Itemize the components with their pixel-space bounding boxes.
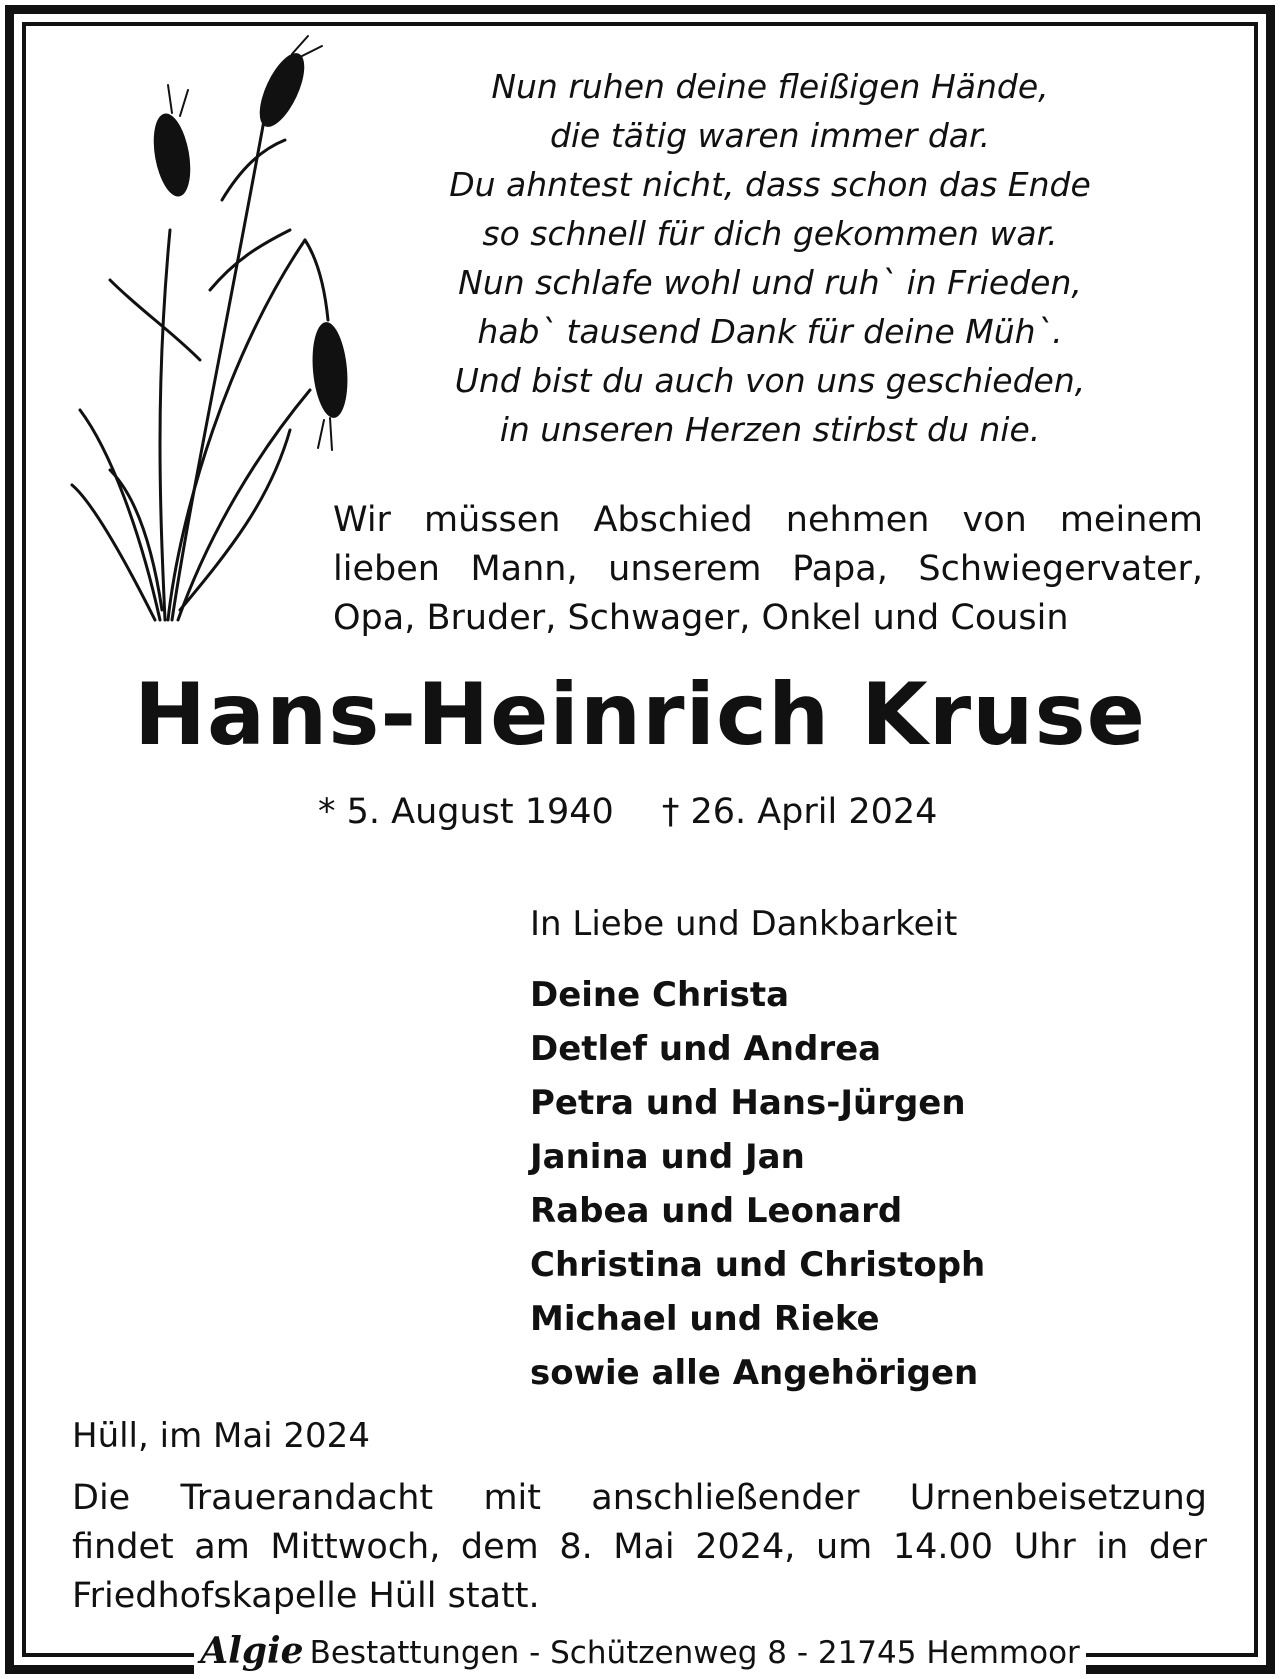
poem-line: Nun schlafe wohl und ruh` in Frieden, [458, 263, 1082, 302]
service-line: findet am Mittwoch, dem 8. Mai 2024, um 14.00 Uhr in der [72, 1527, 1207, 1567]
mourner-item: Christina und Christoph [530, 1245, 986, 1285]
mourners-list [530, 968, 985, 1400]
poem [400, 62, 1140, 454]
service-line: Friedhofskapelle Hüll statt. [72, 1576, 540, 1616]
intro-text [333, 496, 1203, 643]
death-date: † 26. April 2024 [661, 792, 938, 832]
poem-line: Und bist du auch von uns geschieden, [454, 361, 1086, 400]
service-line: Die Trauerandacht mit anschließender Urnenbeisetzung [72, 1478, 1207, 1518]
poem-line: so schnell für dich gekommen war. [482, 214, 1058, 253]
birth-date: * 5. August 1940 [318, 792, 614, 832]
mourner-item: Michael und Rieke [530, 1299, 880, 1339]
place-date: Hüll, im Mai 2024 [72, 1416, 370, 1456]
service-info [72, 1474, 1207, 1621]
intro-line: lieben Mann, unserem Papa, Schwiegervater, [333, 549, 1203, 589]
poem-line: hab` tausend Dank für deine Müh`. [477, 312, 1063, 351]
footer [0, 1628, 1280, 1674]
mourner-item: Deine Christa [530, 975, 790, 1015]
poem-line: in unseren Herzen stirbst du nie. [499, 410, 1041, 449]
mourner-item: Rabea und Leonard [530, 1191, 903, 1231]
footer-content [194, 1628, 1086, 1676]
closing-phrase: In Liebe und Dankbarkeit [530, 904, 958, 944]
deceased-name: Hans-Heinrich Kruse [134, 665, 1146, 765]
poem-line: Du ahntest nicht, dass schon das Ende [449, 165, 1091, 204]
mourner-item: Janina und Jan [530, 1137, 805, 1177]
poem-line: die tätig waren immer dar. [549, 116, 991, 155]
funeral-home-address: Bestattungen - Schützenweg 8 - 21745 Hemmoor [309, 1635, 1080, 1671]
mourner-item: sowie alle Angehörigen [530, 1353, 979, 1393]
intro-line: Wir müssen Abschied nehmen von meinem [333, 500, 1203, 540]
mourner-item: Petra und Hans-Jürgen [530, 1083, 966, 1123]
wheat-ears-icon [60, 30, 380, 670]
intro-line: Opa, Bruder, Schwager, Onkel und Cousin [333, 598, 1069, 638]
funeral-home-logo: Algie [200, 1630, 304, 1672]
life-dates [318, 788, 937, 836]
mourner-item: Detlef und Andrea [530, 1029, 882, 1069]
poem-line: Nun ruhen deine fleißigen Hände, [491, 67, 1049, 106]
